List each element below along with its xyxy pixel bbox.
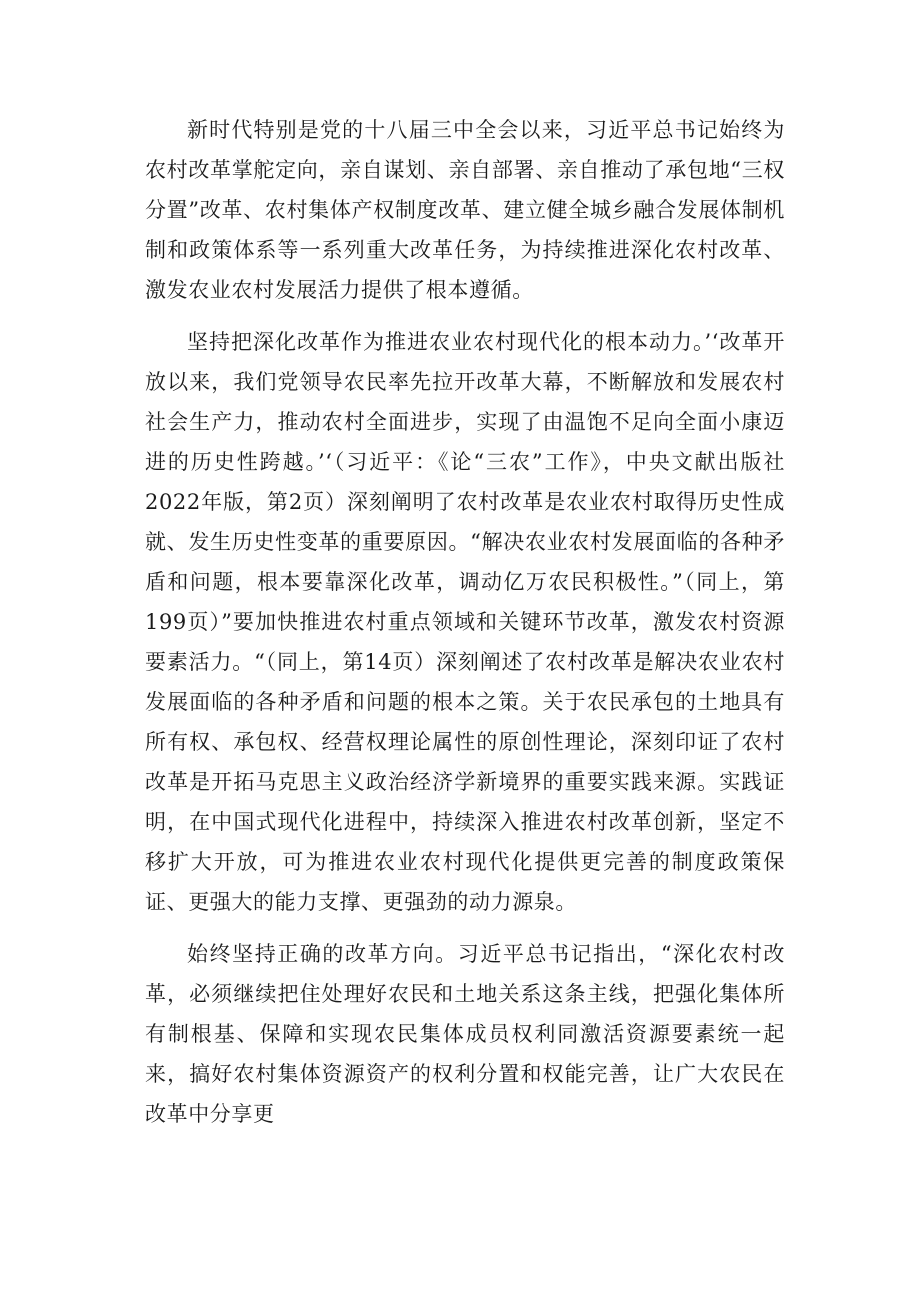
paragraph-reform-direction: 始终坚持正确的改革方向。习近平总书记指出，“深化农村改革，必须继续把住处理好农民和土地关系这条主线，把强化集体所有制根基、保障和实现农民集体成员权利同激活资源要素统一起来，搞好农村集体资源资产的权利分置和权能完善，让广大农民在改革中分享更 <box>145 942 785 1126</box>
document-page <box>145 110 785 1134</box>
paragraph-reform-driving-force: 坚持把深化改革作为推进农业农村现代化的根本动力。’‘改革开放以来，我们党领导农民率先拉开改革大幕，不断解放和发展农村社会生产力，推动农村全面进步，实现了由温饱不足向全面小康迈进的历史性跨越。’‘（习近平：《论“三农”工作》，中央文献出版社2022年版，第2页）深刻阐明了农村改革是农业农村取得历史性成就、发生历史性变革的重要原因。“解决农业农村发展面临的各种矛盾和问题，根本要靠深化改革，调动亿万农民积极性。”（同上，第199页）”要加快推进农村重点领域和关键环节改革，激发农村资源要素活力。“（同上，第14页）深刻阐述了农村改革是解决农业农村发展面临的各种矛盾和问题的根本之策。关于农民承包的土地具有所有权、承包权、经营权理论属性的原创性理论，深刻印证了农村改革是开拓马克思主义政治经济学新境界的重要实践来源。实践证明，在中国式现代化进程中，持续深入推进农村改革创新，坚定不移扩大开放，可为推进农业农村现代化提供更完善的制度政策保证、更强大的能力支撑、更强劲的动力源泉。 <box>145 330 785 914</box>
paragraph-intro: 新时代特别是党的十八届三中全会以来，习近平总书记始终为农村改革掌舵定向，亲自谋划、亲自部署、亲自推动了承包地“三权分置”改革、农村集体产权制度改革、建立健全城乡融合发展体制机制和政策体系等一系列重大改革任务，为持续推进深化农村改革、激发农业农村发展活力提供了根本遵循。 <box>145 118 785 302</box>
